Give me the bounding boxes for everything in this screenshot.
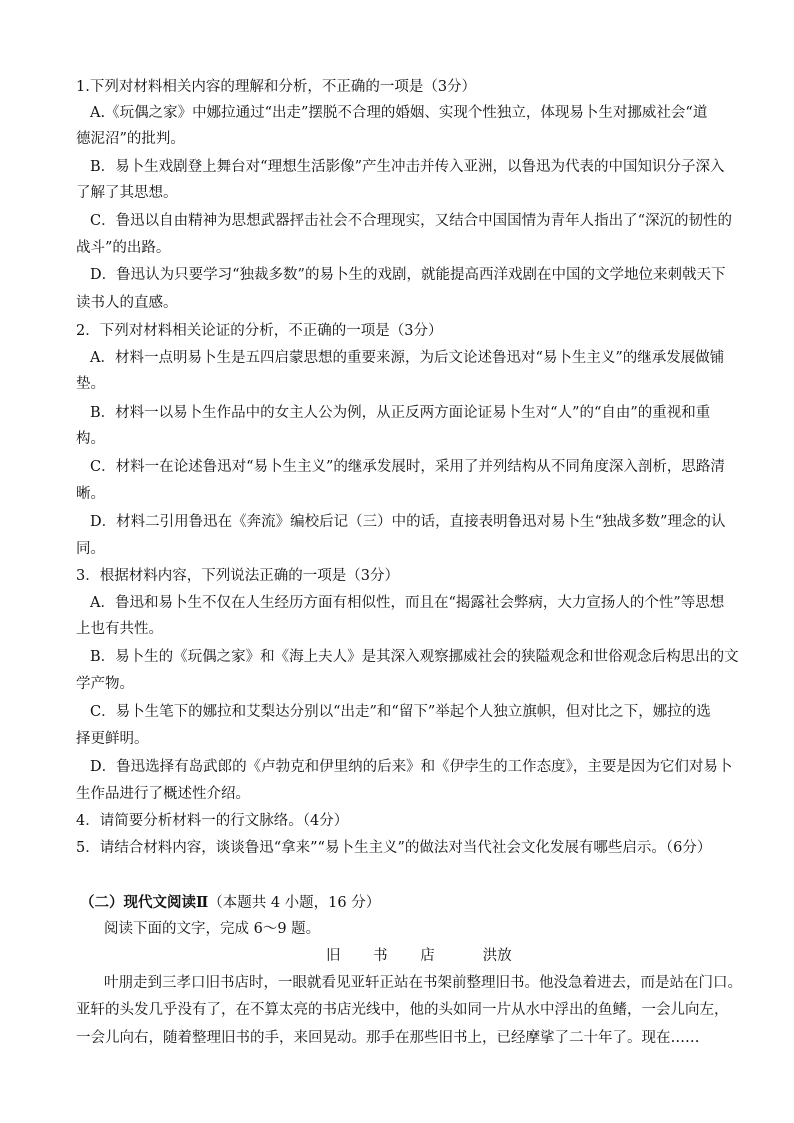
q1-option-d-line1: D．鲁迅认为只要学习“独裁多数”的易卜生的戏剧，就能提高西洋戏剧在中国的文学地位来刺戟天下 xyxy=(90,267,726,283)
q1-option-c-line1: C．鲁迅以自由精神为思想武器抨击社会不合理现实，又结合中国国情为青年人指出了“深沉的韧性的 xyxy=(90,213,733,229)
q1-option-d-line2: 读书人的直感。 xyxy=(76,295,178,311)
q2-option-b-line1: B．材料一以易卜生作品中的女主人公为例，从正反两方面论证易卜生对“人”的“自由”的重视和重 xyxy=(90,405,711,421)
question-3-stem: 3．根据材料内容，下列说法正确的一项是（3分） xyxy=(76,568,399,584)
section-heading-title: （二）现代文阅读Ⅱ xyxy=(80,894,209,911)
story-paragraph-line-2: 亚轩的头发几乎没有了，在不算太亮的书店光线中，他的头如同一片从水中浮出的鱼鳍，一会儿向左， xyxy=(76,1002,729,1018)
story-paragraph-line-1: 叶朋走到三孝口旧书店时，一眼就看见亚轩正站在书架前整理旧书。他没急着进去，而是站在门口。 xyxy=(104,975,742,991)
section-heading xyxy=(80,894,380,912)
q3-option-a-line1: A．鲁迅和易卜生不仅在人生经历方面有相似性，而且在“揭露社会弊病，大力宣扬人的个性”等思想 xyxy=(90,595,725,611)
q2-option-c-line2: 晰。 xyxy=(76,486,105,502)
q3-option-d-line2: 生作品进行了概述性介绍。 xyxy=(76,786,250,802)
q1-option-a-line2: 德泥沼”的批判。 xyxy=(76,131,185,147)
q3-option-c-line1: C．易卜生笔下的娜拉和艾梨达分别以“出走”和“留下”举起个人独立旗帜，但对比之下，娜拉的选 xyxy=(90,704,711,720)
question-1-stem: 1.下列对材料相关内容的理解和分析，不正确的一项是（3分） xyxy=(76,79,477,95)
q1-option-b-line2: 了解了其思想。 xyxy=(76,185,178,201)
q1-option-a-line1: A.《玩偶之家》中娜拉通过“出走”摆脱不合理的婚姻、实现个性独立，体现易卜生对挪威社会“道 xyxy=(90,105,708,121)
story-paragraph-line-3: 一会儿向右，随着整理旧书的手，来回晃动。那手在那些旧书上，已经摩挲了二十年了。现在…… xyxy=(76,1030,700,1046)
story-title-line xyxy=(326,947,512,965)
q3-option-b-line1: B．易卜生的《玩偶之家》和《海上夫人》是其深入观察挪威社会的狭隘观念和世俗观念后构思出的文 xyxy=(90,649,739,665)
q3-option-d-line1: D．鲁迅选择有岛武郎的《卢勃克和伊里纳的后来》和《伊孛生的工作态度》，主要是因为它们对易卜 xyxy=(90,759,733,775)
q3-option-b-line2: 学产物。 xyxy=(76,676,134,692)
section-heading-detail: （本题共 4 小题，16 分） xyxy=(208,895,381,911)
q1-option-b-line1: B．易卜生戏剧登上舞台对“理想生活影像”产生冲击并传入亚洲，以鲁迅为代表的中国知识分子深入 xyxy=(90,159,725,175)
q2-option-a-line1: A．材料一点明易卜生是五四启蒙思想的重要来源，为后文论述鲁迅对“易卜生主义”的继承发展做铺 xyxy=(90,350,725,366)
q2-option-b-line2: 构。 xyxy=(76,431,105,447)
question-5-stem: 5．请结合材料内容，谈谈鲁迅“拿来”“易卜生主义”的做法对当代社会文化发展有哪些启示。（6分） xyxy=(76,840,712,856)
q2-option-a-line2: 垫。 xyxy=(76,376,105,392)
story-author: 洪放 xyxy=(482,948,512,964)
q2-option-d-line1: D．材料二引用鲁迅在《奔流》编校后记（三）中的话，直接表明鲁迅对易卜生“独战多数”理念的认 xyxy=(90,514,726,530)
question-2-stem: 2．下列对材料相关论证的分析，不正确的一项是（3分） xyxy=(76,323,443,339)
q3-option-c-line2: 择更鲜明。 xyxy=(76,731,149,747)
q2-option-c-line1: C．材料一在论述鲁迅对“易卜生主义”的继承发展时，采用了并列结构从不同角度深入剖析，思路清 xyxy=(90,459,725,475)
q3-option-a-line2: 上也有共性。 xyxy=(76,621,163,637)
q2-option-d-line2: 同。 xyxy=(76,541,105,557)
story-title: 旧 书 店 xyxy=(326,948,449,964)
question-4-stem: 4．请简要分析材料一的行文脉络。（4分） xyxy=(76,813,349,829)
reading-instruction: 阅读下面的文字，完成 6～9 题。 xyxy=(104,921,321,937)
q1-option-c-line2: 战斗”的出路。 xyxy=(76,240,171,256)
